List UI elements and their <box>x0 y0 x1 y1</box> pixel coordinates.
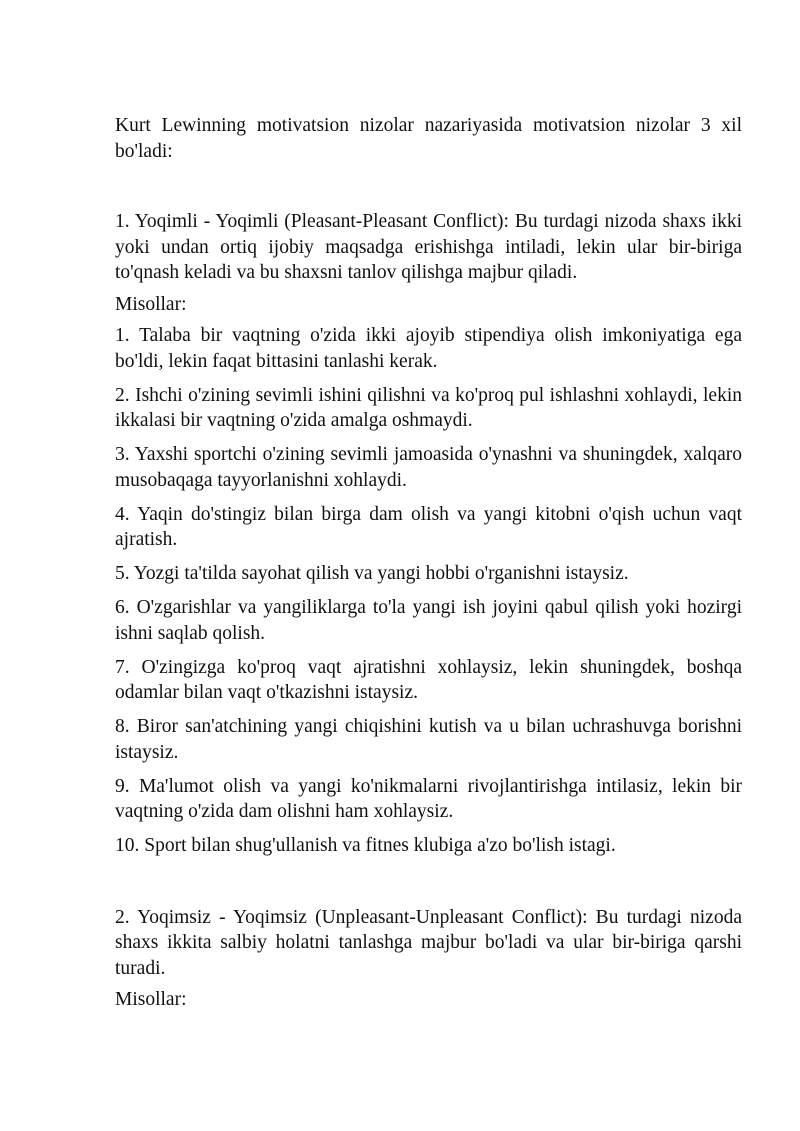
section-heading: 1. Yoqimli - Yoqimli (Pleasant-Pleasant Conflict): Bu turdagi nizoda shaxs ikki yoki undan ortiq ijobiy maqsadga erishishga intiladi, lekin ular bir-biriga to'qnash keladi va bu shaxsni tanlov qilishga majbur qiladi. <box>115 211 742 283</box>
example-item: 10. Sport bilan shug'ullanish va fitnes klubiga a'zo bo'lish istagi. <box>115 835 616 856</box>
example-item: 9. Ma'lumot olish va yangi ko'nikmalarni rivojlantirishga intilasiz, lekin bir vaqtning o'zida dam olishni ham xohlaysiz. <box>115 775 742 822</box>
example-item: 5. Yozgi ta'tilda sayohat qilish va yangi hobbi o'rganishni istaysiz. <box>115 563 629 584</box>
example-item: 3. Yaxshi sportchi o'zining sevimli jamoasida o'ynashni va shuningdek, xalqaro musobaqaga tayyorlanishni xohlaydi. <box>115 444 742 491</box>
example-item: 8. Biror san'atchining yangi chiqishini kutish va u bilan uchrashuvga borishni istaysiz. <box>115 716 742 763</box>
section-heading: 2. Yoqimsiz - Yoqimsiz (Unpleasant-Unpleasant Conflict): Bu turdagi nizoda shaxs ikkita salbiy holatni tanlashga majbur bo'ladi va ular bir-biriga qarshi turadi. <box>115 906 742 979</box>
intro-paragraph: Kurt Lewinning motivatsion nizolar nazariyasida motivatsion nizolar 3 xil bo'ladi: <box>115 115 742 162</box>
example-item: 2. Ishchi o'zining sevimli ishini qilishni va ko'proq pul ishlashni xohlaydi, lekin ikkalasi bir vaqtning o'zida amalga oshmaydi. <box>115 384 742 431</box>
document-page <box>115 113 742 1019</box>
example-item: 1. Talaba bir vaqtning o'zida ikki ajoyib stipendiya olish imkoniyatiga ega bo'ldi, lekin faqat bittasini tanlashi kerak. <box>115 325 742 372</box>
section-pleasant-pleasant <box>115 209 742 859</box>
example-item: 6. O'zgarishlar va yangiliklarga to'la yangi ish joyini qabul qilish yoki hozirgi ishni saqlab qolish. <box>115 597 742 644</box>
examples-label: Misollar: <box>115 293 187 315</box>
section-unpleasant-unpleasant <box>115 905 742 1013</box>
example-item: 4. Yaqin do'stingiz bilan birga dam olish va yangi kitobni o'qish uchun vaqt ajratish. <box>115 503 742 550</box>
example-item: 7. O'zingizga ko'proq vaqt ajratishni xohlaysiz, lekin shuningdek, boshqa odamlar bilan vaqt o'tkazishni istaysiz. <box>115 656 742 703</box>
examples-label: Misollar: <box>115 989 187 1010</box>
